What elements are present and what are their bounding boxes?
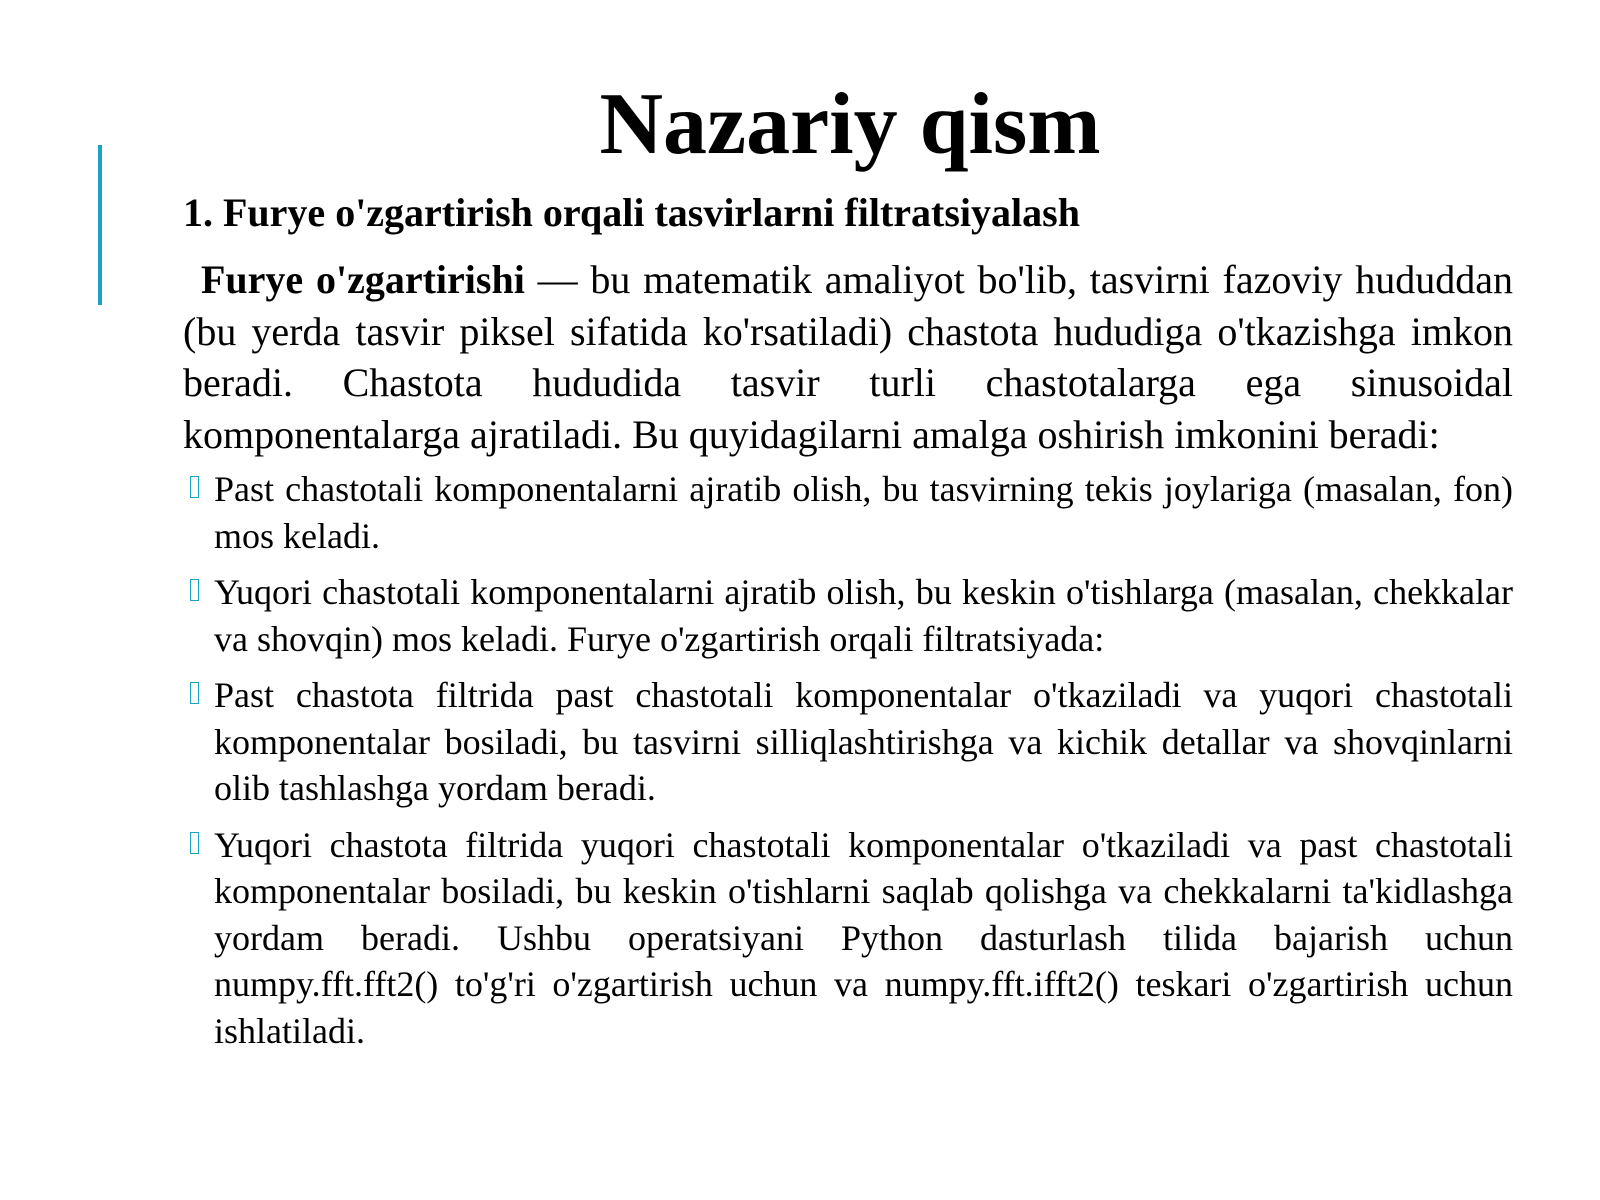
bullet-text-3: Past chastota filtrida past chastotali komponentalar o'tkaziladi va yuqori chastotali komponentalar bosiladi, bu tasvirni silliqlashtirishga va kichik detallar va shovqinlarni olib tashlashga yordam beradi. [214, 675, 1513, 808]
bullet-item-2 [183, 569, 1513, 662]
bullet-item-4 [183, 822, 1513, 1055]
bullet-text-4: Yuqori chastota filtrida yuqori chastotali komponentalar o'tkaziladi va past chastotali komponentalar bosiladi, bu keskin o'tishlarni saqlab qolishga va chekkalarni ta'kidlashga yordam beradi. Ushbu operatsiyani Python dasturlash tilida bajarish uchun numpy.fft.fft2() to'g'ri o'zgartirish uchun va numpy.fft.ifft2() teskari o'zgartirish uchun ishlatiladi. [214, 824, 1513, 1051]
bullet-text-1: Past chastotali komponentalarni ajratib olish, bu tasvirning tekis joylariga (masalan, fon) mos keladi. [214, 469, 1513, 556]
square-bullet-icon [190, 832, 199, 854]
section-subtitle: 1. Furye o'zgartirish orqali tasvirlarni filtratsiyalash [183, 190, 1080, 235]
square-bullet-icon [190, 682, 199, 704]
accent-bar [98, 145, 102, 305]
bullet-text-2: Yuqori chastotali komponentalarni ajratib olish, bu keskin o'tishlarga (masalan, chekkalar va shovqin) mos keladi. Furye o'zgartirish orqali filtratsiyada: [214, 572, 1513, 659]
intro-term: Furye o'zgartirishi [201, 257, 525, 302]
slide-title: Nazariy qism [599, 76, 1101, 173]
intro-paragraph [183, 254, 1513, 460]
bullet-item-1 [183, 466, 1513, 559]
square-bullet-icon [190, 476, 199, 498]
square-bullet-icon [190, 579, 199, 601]
slide-content [183, 188, 1513, 1064]
bullet-item-3 [183, 672, 1513, 812]
intro-text: — bu matematik amaliyot bo'lib, tasvirni fazoviy hududdan (bu yerda tasvir piksel sifatida ko'rsatiladi) chastota hududiga o'tkazishga imkon beradi. Chastota hududida tasvir turli chastotalarga ega sinusoidal komponentalarga ajratiladi. Bu quyidagilarni amalga oshirish imkonini beradi: [183, 257, 1513, 457]
bullet-list [183, 466, 1513, 1054]
